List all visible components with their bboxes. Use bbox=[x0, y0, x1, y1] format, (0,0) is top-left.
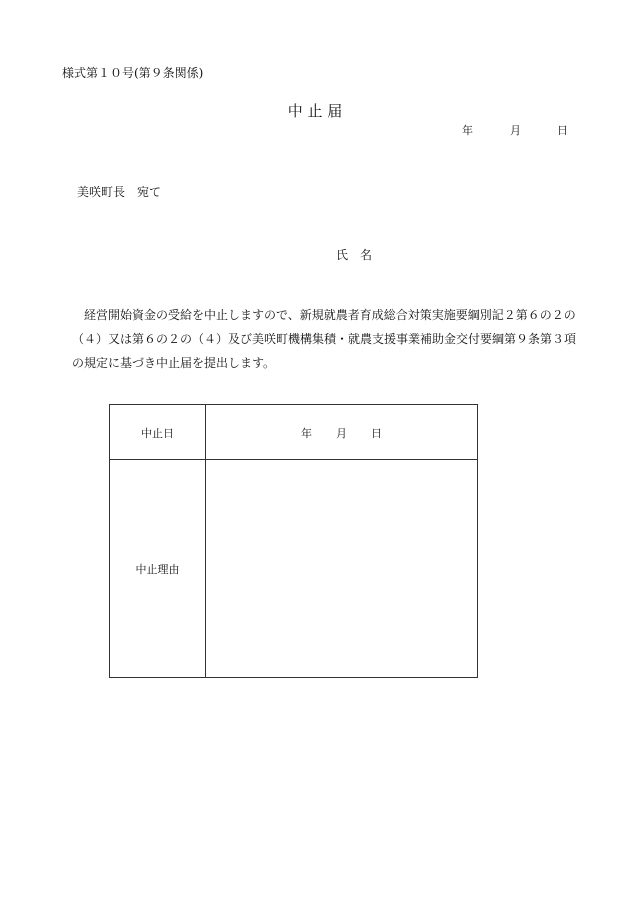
stop-notification-table bbox=[109, 404, 478, 678]
stop-date-month: 月 bbox=[336, 427, 347, 440]
stop-date-field[interactable] bbox=[206, 425, 477, 441]
form-number: 様式第１０号(第９条関係) bbox=[62, 66, 204, 80]
stop-date-year: 年 bbox=[301, 427, 312, 440]
date-month-label: 月 bbox=[510, 124, 521, 137]
stop-date-day: 日 bbox=[371, 427, 382, 440]
stop-reason-label: 中止理由 bbox=[135, 563, 180, 576]
stop-date-label: 中止日 bbox=[141, 427, 174, 440]
body-line-1: 経営開始資金の受給を中止しますので、新規就農者育成総合対策実施要綱別記２第６の２の bbox=[72, 308, 576, 322]
stop-reason-field[interactable] bbox=[206, 460, 477, 677]
addressee: 美咲町長 宛て bbox=[77, 185, 162, 199]
body-line-3: の規定に基づき中止届を提出します。 bbox=[72, 356, 276, 370]
body-line-2: （４）又は第６の２の（４）及び美咲町機構集積・就農支援事業補助金交付要綱第９条第３項 bbox=[72, 332, 577, 346]
applicant-name-label: 氏 名 bbox=[336, 248, 373, 262]
date-year-label: 年 bbox=[462, 124, 473, 137]
date-day-label: 日 bbox=[557, 124, 568, 137]
document-title: 中 止 届 bbox=[287, 102, 343, 120]
body-paragraph bbox=[72, 303, 577, 375]
